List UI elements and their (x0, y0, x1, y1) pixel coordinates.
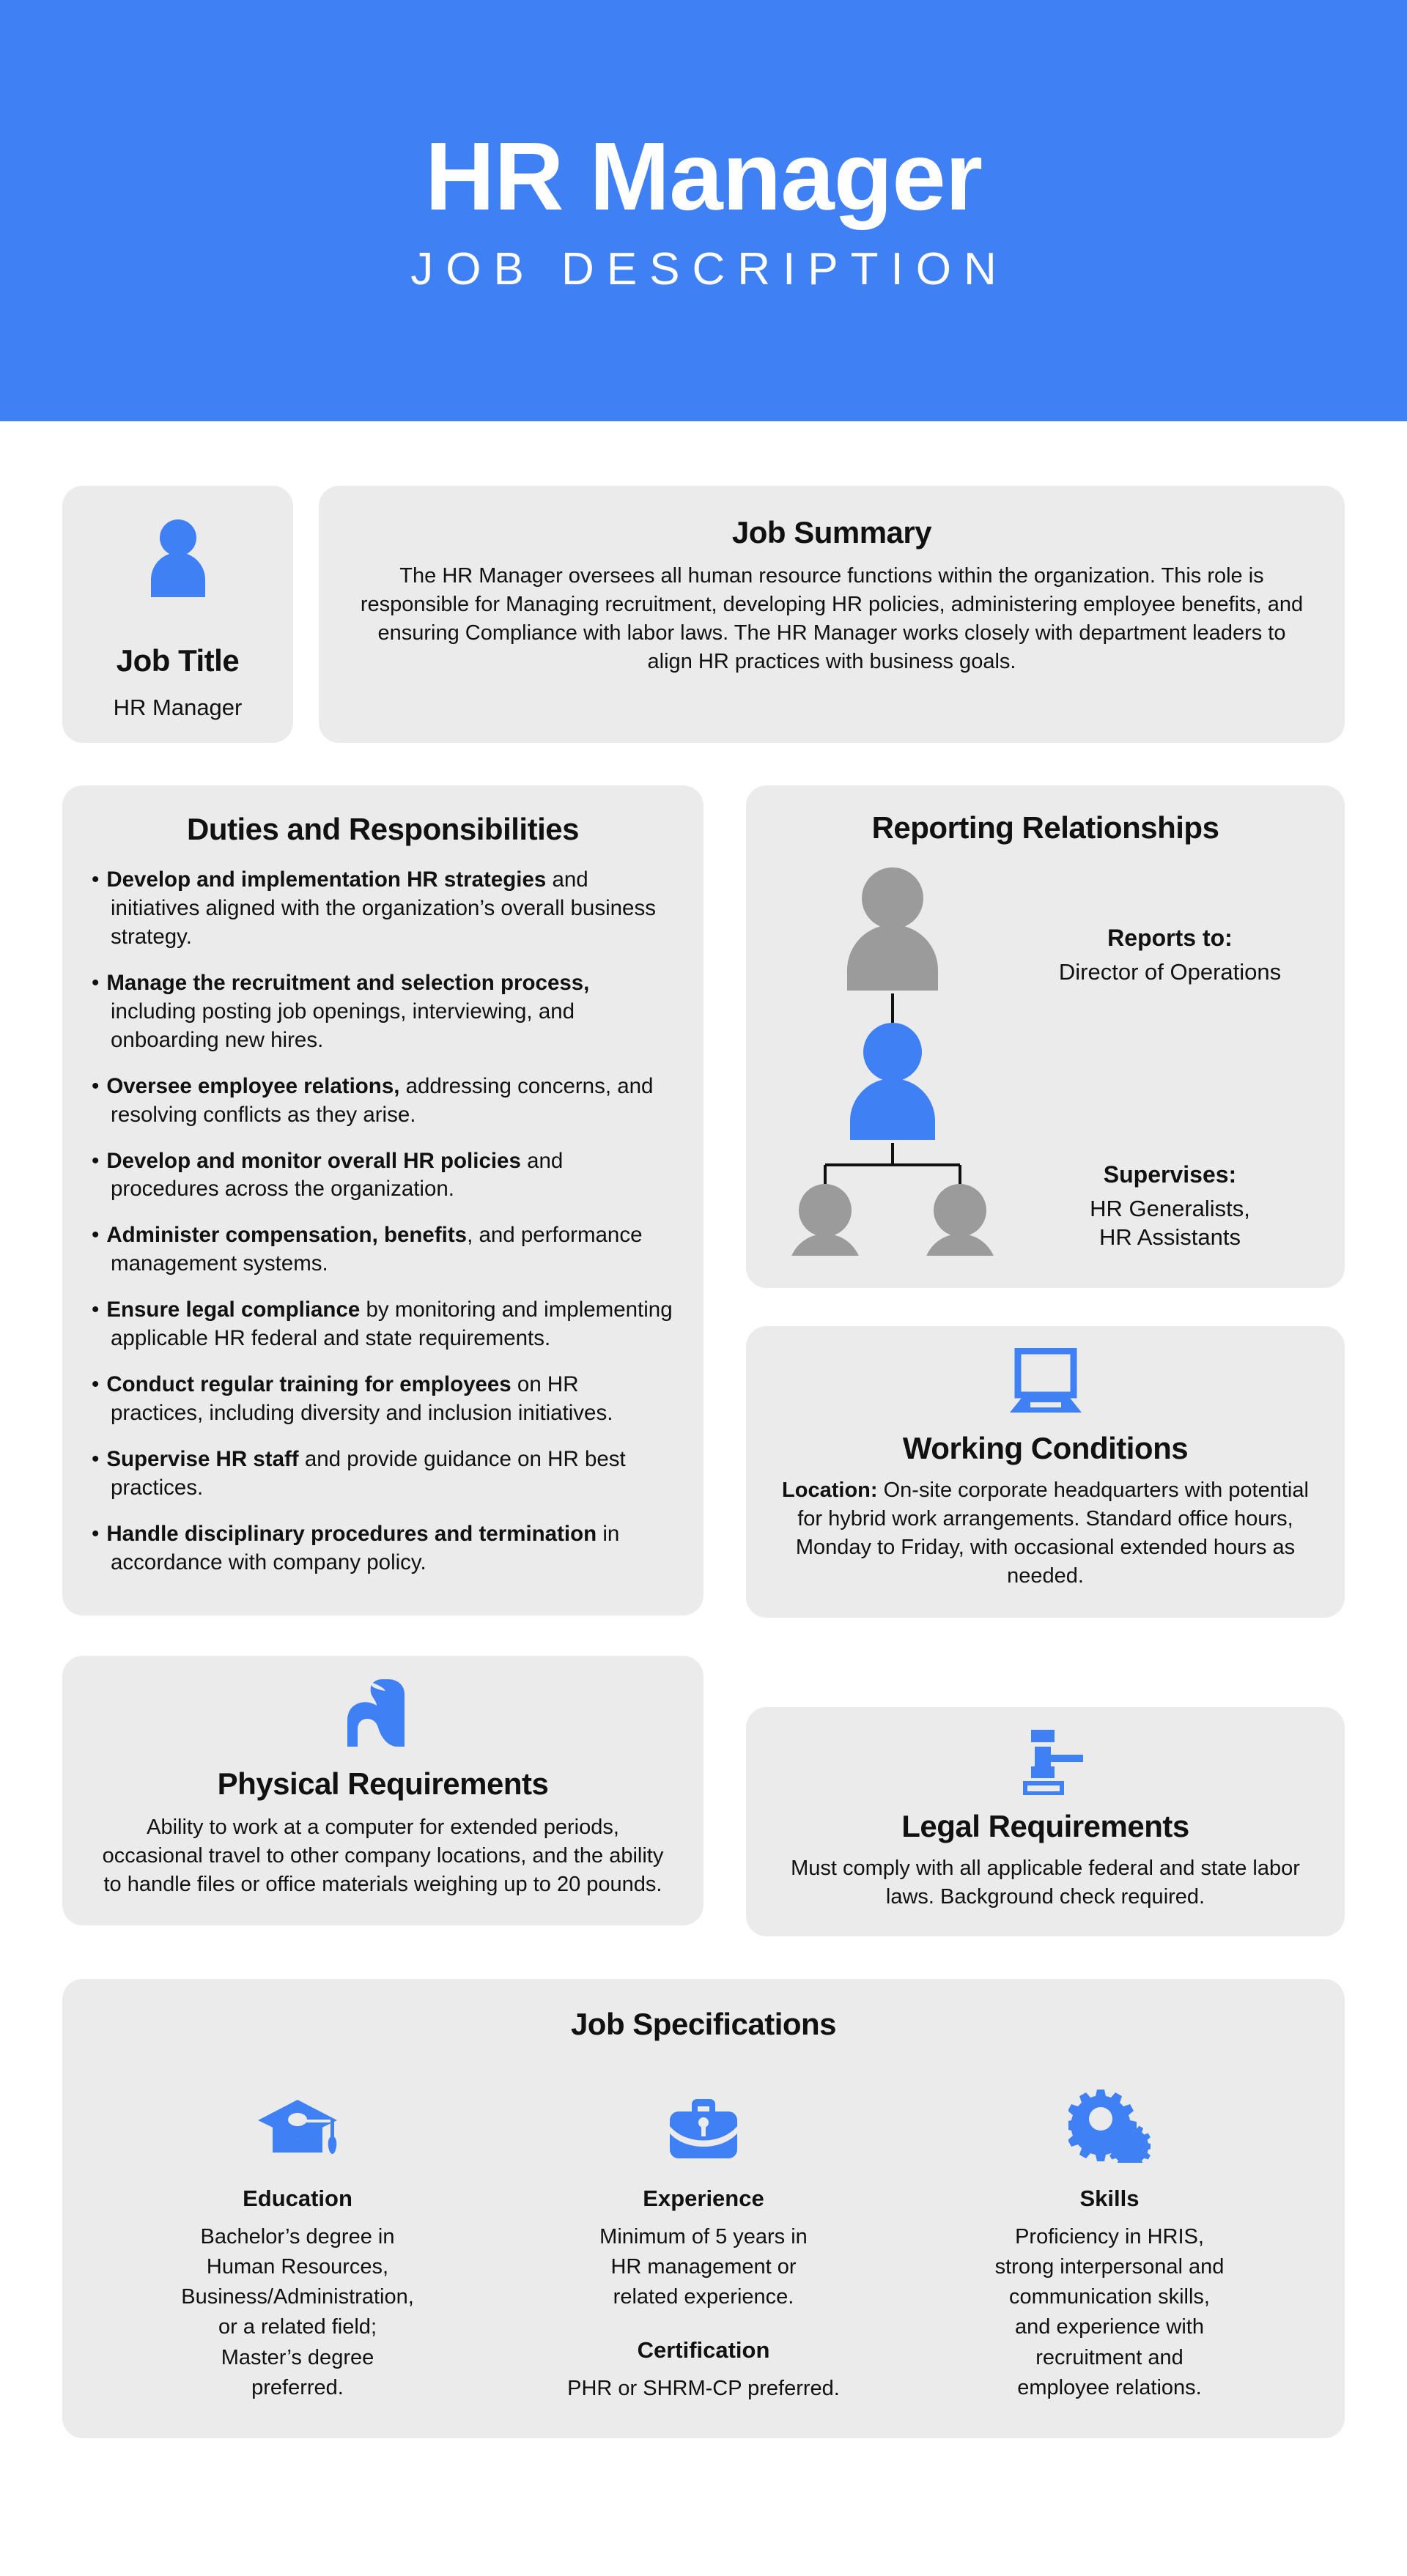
spec-subtext-certification: PHR or SHRM-CP preferred. (567, 2377, 840, 2401)
duty-item-rest: and provide guidance on HR best practices. (111, 1447, 626, 1500)
duty-item-bold: Handle disciplinary procedures and termination (106, 1521, 597, 1546)
duty-item-bold: Conduct regular training for employees (106, 1372, 512, 1397)
duty-item-rest: in accordance with company policy. (111, 1521, 620, 1574)
duty-list-item (92, 969, 674, 1055)
supervises-block (1024, 1161, 1315, 1252)
duties-card (62, 785, 704, 1615)
bullet-marker: • (92, 1521, 100, 1546)
bullet-marker: • (92, 1447, 100, 1471)
supervises-value-line2: HR Assistants (1099, 1224, 1241, 1251)
duty-item-rest: and initiatives aligned with the organization’s overall business strategy. (111, 867, 656, 949)
physical-requirements-card (62, 1656, 704, 1925)
duty-list-item (92, 1371, 674, 1428)
duty-item-bold: Administer compensation, benefits (106, 1223, 468, 1248)
duties-column (62, 785, 704, 1615)
legal-requirements-card (746, 1707, 1345, 1936)
spec-text-skills: Proficiency in HRIS, strong interpersonal and communication skills, and experience with recruitment and employee relations. (994, 2224, 1225, 2399)
duty-item-rest: addressing concerns, and resolving conflicts as they arise. (111, 1073, 654, 1127)
spec-text-education: Bachelor’s degree in Human Resources, Business/Administration, or a related field; Master’s degree preferred. (181, 2224, 414, 2399)
working-conditions-card (746, 1326, 1345, 1618)
duty-list-item (92, 1073, 674, 1130)
page-subtitle: JOB DESCRIPTION (410, 244, 1009, 295)
reporting-column (746, 785, 1345, 1618)
spec-text-experience: Minimum of 5 years in HR management or related experience. (599, 2224, 808, 2309)
duty-list-item (92, 1221, 674, 1278)
spec-label-skills: Skills (1079, 2185, 1140, 2211)
spec-column-skills (920, 2071, 1298, 2403)
reporting-heading: Reporting Relationships (871, 810, 1219, 845)
job-specifications-card (62, 1979, 1345, 2438)
gavel-icon (1007, 1728, 1085, 1799)
bullet-marker: • (92, 1372, 100, 1397)
duty-item-bold: Develop and monitor overall HR policies (106, 1148, 521, 1173)
duty-item-rest: and procedures across the organization. (111, 1148, 564, 1202)
summary-row (62, 486, 1345, 743)
duty-item-bold: Supervise HR staff (106, 1447, 299, 1471)
supervises-label: Supervises: (1103, 1161, 1237, 1188)
page-header (0, 0, 1407, 421)
page-title: HR Manager (424, 122, 983, 230)
bullet-marker: • (92, 1148, 100, 1173)
duty-item-bold: Oversee employee relations, (106, 1073, 400, 1098)
working-conditions-text (775, 1476, 1315, 1591)
spec-column-experience (514, 2071, 892, 2405)
location-label: Location: (782, 1478, 878, 1502)
duty-item-rest: on HR practices, including diversity and inclusion initiatives. (111, 1372, 613, 1426)
bullet-marker: • (92, 1073, 100, 1098)
legal-requirements-text: Must comply with all applicable federal and state labor laws. Background check required. (791, 1856, 1300, 1909)
laptop-icon (1002, 1348, 1089, 1419)
requirements-row (62, 1656, 1345, 1936)
job-title-card (62, 486, 293, 743)
duties-heading: Duties and Responsibilities (187, 812, 579, 846)
working-conditions-heading: Working Conditions (902, 1431, 1189, 1465)
org-labels (1024, 867, 1323, 1252)
duty-item-rest: by monitoring and implementing applicable HR federal and state requirements. (111, 1298, 673, 1351)
briefcase-icon (664, 2092, 743, 2166)
duty-list-item (92, 1147, 674, 1204)
working-conditions-body: On-site corporate headquarters with potential for hybrid work arrangements. Standard office hours, Monday to Friday, with occasional extended hours as needed. (795, 1478, 1309, 1588)
supervises-value-line1: HR Generalists, (1090, 1195, 1250, 1221)
flexed-biceps-icon (344, 1678, 422, 1752)
duty-item-bold: Manage the recruitment and selection process, (106, 970, 590, 995)
org-chart (768, 867, 1323, 1256)
bullet-marker: • (92, 1298, 100, 1322)
duty-list-item (92, 866, 674, 952)
duty-list-item (92, 1296, 674, 1353)
duty-item-bold: Ensure legal compliance (106, 1298, 361, 1322)
org-chart-graphic (768, 867, 1017, 1256)
reports-to-value: Director of Operations (1058, 959, 1282, 985)
spec-sublabel-certification: Certification (637, 2337, 770, 2364)
job-specifications-columns (95, 2071, 1312, 2405)
job-summary-card (319, 486, 1345, 743)
duty-item-bold: Develop and implementation HR strategies (106, 867, 547, 892)
bullet-marker: • (92, 970, 100, 995)
spec-label-education: Education (243, 2185, 352, 2211)
reporting-card (746, 785, 1345, 1288)
page-body (0, 486, 1407, 2438)
details-row (62, 785, 1345, 1618)
duties-list (92, 866, 674, 1577)
spec-label-experience: Experience (643, 2185, 764, 2211)
duty-item-rest: including posting job openings, interviewing, and onboarding new hires. (111, 999, 575, 1052)
job-summary-heading: Job Summary (731, 515, 932, 549)
physical-requirements-text: Ability to work at a computer for extended periods, occasional travel to other company locations, and the ability to handle files or office materials weighing up to 20 pounds. (102, 1815, 664, 1896)
job-title-heading: Job Title (116, 643, 240, 678)
physical-requirements-heading: Physical Requirements (217, 1766, 549, 1801)
reports-to-label: Reports to: (1107, 925, 1233, 951)
gears-icon (1068, 2090, 1151, 2166)
duty-list-item (92, 1446, 674, 1503)
duty-list-item (92, 1520, 674, 1577)
bullet-marker: • (92, 867, 100, 892)
person-icon (147, 519, 210, 601)
duty-item-rest: , and performance management systems. (111, 1223, 643, 1276)
job-specifications-heading: Job Specifications (570, 2006, 837, 2041)
reports-to-block (1024, 925, 1315, 987)
legal-requirements-heading: Legal Requirements (901, 1808, 1189, 1843)
bullet-marker: • (92, 1223, 100, 1248)
job-summary-text: The HR Manager oversees all human resource functions within the organization. This role is responsible for Managing recruitment, developing HR policies, administering employee benefits, and ensuring Compliance with labor laws. The HR Manager works closely with department leaders to align HR practices with business goals. (360, 564, 1304, 674)
graduation-cap-icon (256, 2095, 339, 2166)
job-title-value: HR Manager (113, 695, 243, 720)
spec-column-education (108, 2071, 486, 2403)
